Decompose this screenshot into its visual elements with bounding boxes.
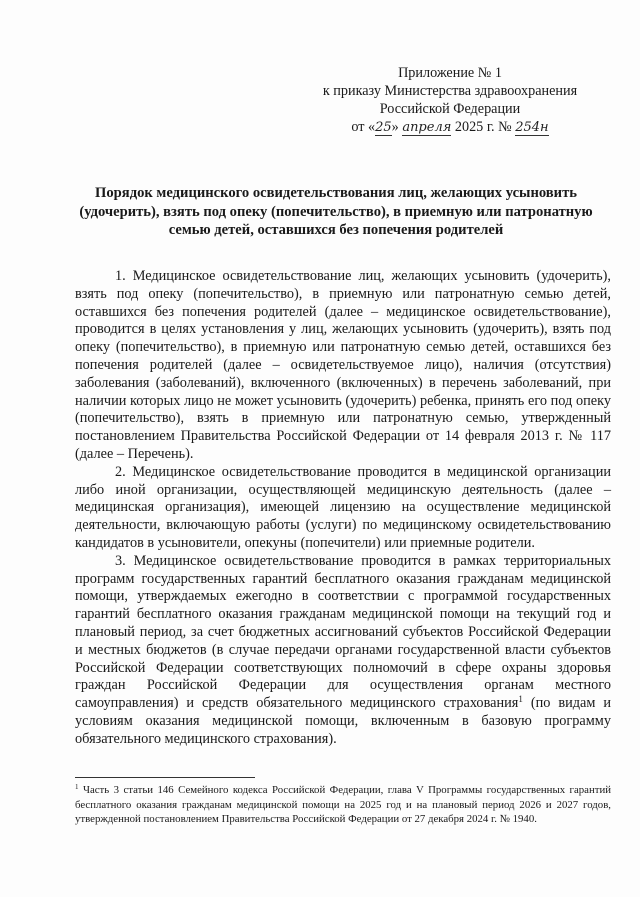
appendix-line-2: к приказу Министерства здравоохранения (322, 83, 578, 99)
footnote-text: Часть 3 статьи 146 Семейного кодекса Российской Федерации, глава V Программы государственных гарантий бесплатного оказания гражданам медицинской помощи на 2025 год и на плановый период 2026 и 2027 годов, утвержденной постановлением Правительства Российской Федерации от 27 декабря 2024 г. № 1940. (75, 784, 611, 825)
date-month-handwritten: апреля (402, 120, 452, 135)
paragraph-3-text: 3. Медицинское освидетельствование проводится в рамках территориальных программ государственных гарантий бесплатного оказания гражданам медицинской помощи, утверждаемых ежегодно в соответствии с программой государственных гарантий бесплатного оказания гражданам медицинской помощи на текущий год и плановый период, за счет бюджетных ассигнований субъектов Российской Федерации и местных бюджетов (в случае передачи органами государственной власти субъектов Российской Федерации соответствующих полномочий в сфере охраны здоровья граждан Российской Федерации для осуществления органам местного самоуправления) и средств обязательного медицинского страхования (75, 552, 611, 712)
date-year: 2025 г. № (451, 119, 516, 135)
footnote-marker: 1 (75, 783, 79, 791)
appendix-header (300, 64, 600, 136)
paragraph-3-tail: (по видам и условиям оказания медицинской помощи, включенным в базовую программу обязательного медицинского страхования). (75, 695, 611, 747)
order-number-handwritten: 254н (515, 120, 549, 135)
date-day-handwritten: 25 (375, 120, 392, 135)
paragraph-3 (75, 553, 611, 749)
paragraph-2: 2. Медицинское освидетельствование проводится в медицинской организации либо иной организации, осуществляющей медицинскую деятельность (далее – медицинская организация), имеющей лицензию на осуществление медицинской деятельности, включающую работы (услуги) по медицинскому освидетельствованию кандидатов в усыновители, опекуны (попечители) или приемные родители. (75, 463, 611, 551)
document-body (75, 268, 611, 749)
appendix-date-line (300, 118, 600, 136)
document-title: Порядок медицинского освидетельствования лиц, желающих усыновить (удочерить), взять под опеку (попечительство), в приемную или патронатную семью детей, оставшихся без попечения родителей (79, 185, 593, 238)
appendix-line-1: Приложение № 1 (398, 65, 502, 81)
date-mid: » (391, 119, 403, 135)
date-prefix: от « (351, 119, 376, 135)
footnote-reference: 1 (518, 694, 523, 705)
footnote (75, 783, 611, 827)
footnote-divider (75, 777, 255, 778)
paragraph-1: 1. Медицинское освидетельствование лиц, желающих усыновить (удочерить), взять под опеку (попечительство), в приемную или патронатную семью детей, оставшихся без попечения родителей (далее – медицинское освидетельствование), проводится в целях установления у лиц, желающих усыновить (удочерить), взять под опеку (попечительство), в приемную или патронатную семью детей, оставшихся без попечения родителей (далее – освидетельствуемое лицо), наличия (отсутствия) заболевания (заболеваний), включенного (включенных) в перечень заболеваний, при наличии которых лицо не может усыновить (удочерить) ребенка, принять его под опеку (попечительство), взять в приемную или патронатную семью, утвержденный постановлением Правительства Российской Федерации от 14 февраля 2013 г. № 117 (далее – Перечень). (75, 268, 611, 462)
appendix-line-3: Российской Федерации (379, 101, 521, 117)
